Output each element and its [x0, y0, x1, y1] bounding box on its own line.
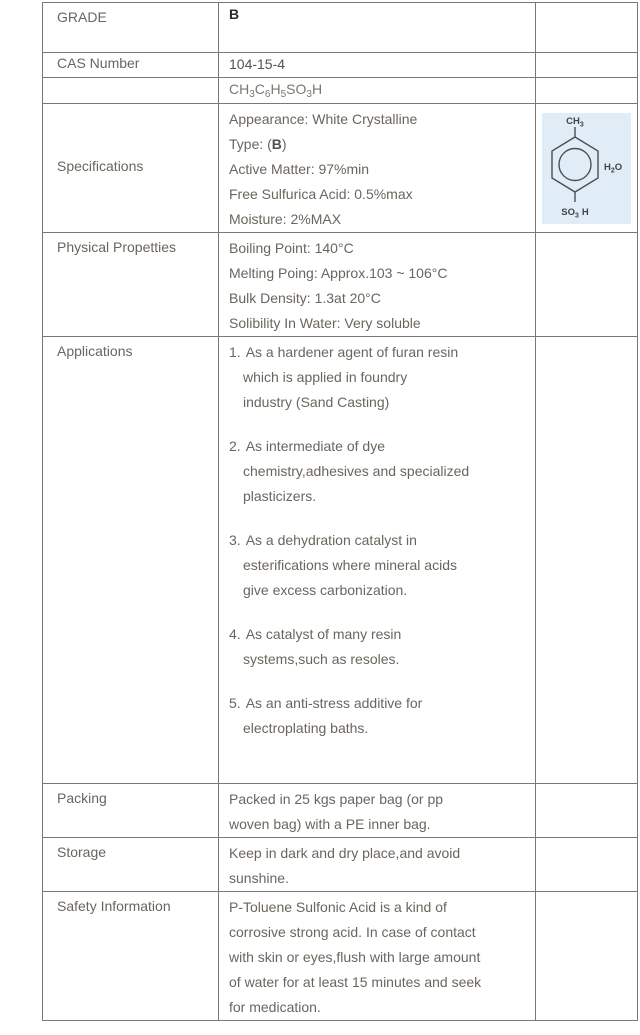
- row-physical: [43, 233, 638, 337]
- text-line: [229, 691, 529, 716]
- text-line: for medication.: [229, 999, 321, 1015]
- text-line: systems,such as resoles.: [243, 651, 400, 667]
- item-text: As a hardener agent of furan resin: [245, 344, 459, 360]
- row-specifications: [43, 104, 638, 233]
- item-text: As intermediate of dye: [245, 438, 385, 454]
- chemical-formula: [219, 78, 536, 104]
- physical-value: [219, 233, 536, 337]
- item-number: 1.: [229, 344, 241, 360]
- safety-label: Safety Information: [43, 892, 219, 1021]
- item-number: 2.: [229, 438, 241, 454]
- applications-empty-cell: [536, 337, 638, 784]
- application-item: [229, 340, 529, 415]
- formula-sub: 3: [306, 89, 312, 100]
- text-line: Keep in dark and dry place,and avoid: [229, 845, 461, 861]
- text-line: Bulk Density: 1.3at 20°C: [229, 290, 381, 306]
- text-line: give excess carbonization.: [243, 582, 408, 598]
- row-formula: [43, 78, 638, 104]
- text-line: Solibility In Water: Very soluble: [229, 315, 421, 331]
- specifications-label: Specifications: [43, 104, 219, 233]
- application-item: [229, 622, 529, 672]
- formula-sub: 3: [249, 89, 255, 100]
- text-line: plasticizers.: [243, 488, 317, 504]
- text-line: Melting Poing: Approx.103 ~ 106°C: [229, 265, 448, 281]
- item-number: 4.: [229, 626, 241, 642]
- molecular-structure-image: [542, 113, 631, 224]
- row-cas: [43, 53, 638, 78]
- physical-label: Physical Propetties: [43, 233, 219, 337]
- row-packing: [43, 784, 638, 838]
- formula-sub: 5: [280, 89, 287, 100]
- safety-value: [219, 892, 536, 1021]
- grade-label: GRADE: [43, 3, 219, 53]
- text-line: [229, 434, 529, 459]
- text-line: [229, 132, 529, 157]
- row-applications: [43, 337, 638, 784]
- applications-value: [219, 337, 536, 784]
- item-text: As a dehydration catalyst in: [245, 532, 417, 548]
- cas-label: CAS Number: [43, 53, 219, 78]
- text-line: sunshine.: [229, 870, 289, 886]
- text-line: [229, 340, 529, 365]
- formula-part: C: [254, 81, 265, 97]
- text-line: with skin or eyes,flush with large amount: [229, 949, 481, 965]
- type-grade-bold: B: [271, 136, 282, 152]
- text-line: Boiling Point: 140°C: [229, 240, 354, 256]
- text-line: Packed in 25 kgs paper bag (or pp: [229, 791, 444, 807]
- formula-label-empty: [43, 78, 219, 104]
- so3h-label: $SO_3$ H: [561, 207, 589, 220]
- applications-label: Applications: [43, 337, 219, 784]
- text-line: [229, 528, 529, 553]
- safety-empty-cell: [536, 892, 638, 1021]
- text-line: [229, 622, 529, 647]
- packing-label: Packing: [43, 784, 219, 838]
- formula-empty-cell: [536, 78, 638, 104]
- formula-sub: 6: [264, 89, 271, 100]
- text-line: which is applied in foundry: [243, 369, 408, 385]
- item-text: As an anti-stress additive for: [245, 695, 423, 711]
- product-spec-table: [42, 2, 638, 1021]
- formula-part: H: [270, 81, 281, 97]
- item-text: As catalyst of many resin: [245, 626, 402, 642]
- application-item: [229, 691, 529, 741]
- formula-part: SO: [286, 81, 307, 97]
- item-number: 5.: [229, 695, 241, 711]
- text-line: P-Toluene Sulfonic Acid is a kind of: [229, 899, 447, 915]
- row-safety: [43, 892, 638, 1021]
- storage-empty-cell: [536, 838, 638, 892]
- text-line: Moisture: 2%MAX: [229, 211, 342, 227]
- item-number: 3.: [229, 532, 241, 548]
- type-prefix: Type: (: [229, 136, 272, 152]
- ch3-label: $CH_3$: [566, 116, 584, 129]
- text-line: corrosive strong acid. In case of contact: [229, 924, 476, 940]
- packing-empty-cell: [536, 784, 638, 838]
- text-line: Appearance: White Crystalline: [229, 111, 418, 127]
- grade-value: B: [219, 3, 536, 53]
- storage-value: [219, 838, 536, 892]
- cas-empty-cell: [536, 53, 638, 78]
- cas-value: 104-15-4: [219, 53, 536, 78]
- h2o-label: $H_2O$: [604, 162, 623, 175]
- formula-part: CH: [229, 81, 250, 97]
- row-grade: [43, 3, 638, 53]
- text-line: electroplating baths.: [243, 720, 369, 736]
- text-line: Active Matter: 97%min: [229, 161, 370, 177]
- text-line: woven bag) with a PE inner bag.: [229, 816, 431, 832]
- structure-image-cell: [536, 104, 638, 233]
- specifications-value: [219, 104, 536, 233]
- text-line: of water for at least 15 minutes and seek: [229, 974, 482, 990]
- physical-empty-cell: [536, 233, 638, 337]
- grade-empty-cell: [536, 3, 638, 53]
- application-item: [229, 528, 529, 603]
- storage-label: Storage: [43, 838, 219, 892]
- row-storage: [43, 838, 638, 892]
- application-item: [229, 434, 529, 509]
- text-line: esterifications where mineral acids: [243, 557, 457, 573]
- packing-value: [219, 784, 536, 838]
- text-line: chemistry,adhesives and specialized: [243, 463, 470, 479]
- formula-part: H: [311, 81, 323, 97]
- text-line: Free Sulfurica Acid: 0.5%max: [229, 186, 413, 202]
- type-suffix: ): [281, 136, 287, 152]
- text-line: industry (Sand Casting): [243, 394, 390, 410]
